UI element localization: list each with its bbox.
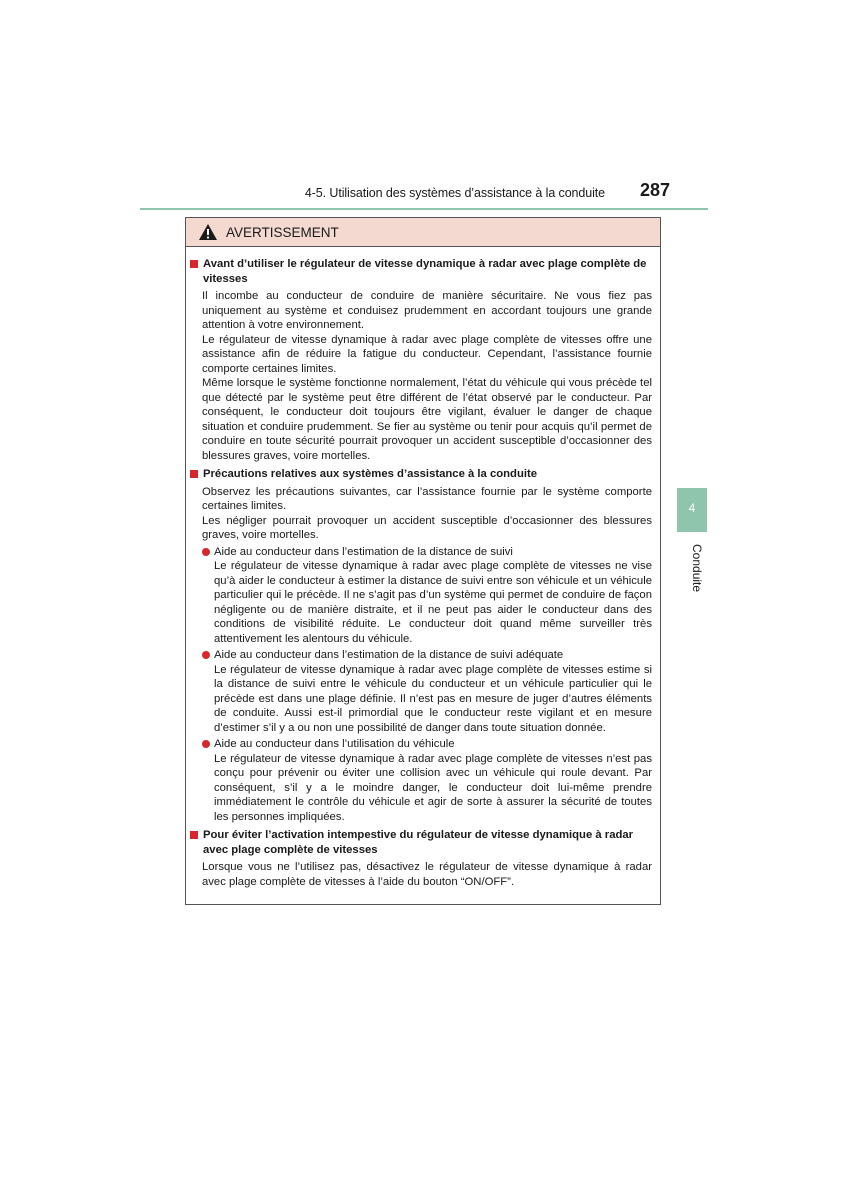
warning-section — [190, 467, 652, 824]
paragraph: Le régulateur de vitesse dynamique à radar avec plage complète de vitesses offre une assistance afin de réduire la fatigue du conducteur. Cependant, l’assistance fournie comporte certaines limites. — [202, 333, 652, 375]
bullet-title: Aide au conducteur dans l’estimation de la distance de suivi adéquate — [214, 649, 564, 661]
section-text — [190, 860, 652, 889]
page-number: 287 — [639, 180, 670, 200]
red-dot-bullet-icon — [202, 740, 210, 748]
paragraph: Lorsque vous ne l’utilisez pas, désactivez le régulateur de vitesse dynamique à radar avec plage complète de vitesses à l’aide du bouton “ON/OFF”. — [202, 861, 652, 888]
bullet-item — [190, 545, 652, 647]
paragraph: Les négliger pourrait provoquer un accident susceptible d’occasionner des blessures graves, voire mortelles. — [202, 514, 652, 541]
paragraph: Observez les précautions suivantes, car l’assistance fournie par le système comporte certaines limites. — [202, 485, 652, 512]
section-heading-text: Pour éviter l’activation intempestive du régulateur de vitesse dynamique à radar avec plage complète de vitesses — [203, 829, 634, 856]
paragraph: Il incombe au conducteur de conduire de manière sécuritaire. Ne vous fiez pas uniquement au système et conduisez prudemment en accordant toujours une grande attention à votre environnement. — [202, 290, 652, 331]
bullet-content — [214, 737, 652, 824]
chapter-label: Conduite — [690, 544, 704, 593]
bullet-item — [190, 648, 652, 735]
paragraph: Même lorsque le système fonctionne normalement, l’état du véhicule qui vous précède tel que détecté par le système peut être différent de l’état observé par le conducteur. Par conséquent, le conducteur doit toujours être vigilant, évaluer le danger de chaque situation et conduire prudemment. Se fier au système ou tenir pour acquis qu’il permet de conduire en toute sécurité pourrait provoquer un accident susceptible d’occasionner des blessures graves, voire mortelles. — [202, 377, 652, 462]
bullet-content — [214, 545, 652, 647]
warning-box — [185, 217, 661, 905]
warning-body — [186, 247, 660, 889]
section-text — [190, 485, 652, 543]
section-heading-text: Avant d’utiliser le régulateur de vitesse dynamique à radar avec plage complète de vitesses — [203, 258, 647, 285]
bullet-item — [190, 737, 652, 824]
red-dot-bullet-icon — [202, 548, 210, 556]
red-square-bullet-icon — [190, 470, 198, 478]
page-header — [140, 178, 708, 210]
bullet-text: Le régulateur de vitesse dynamique à radar avec plage complète de vitesses ne vise qu’à aider le conducteur à estimer la distance de suivi entre son véhicule et un véhicule particulier qui le précède. Il ne s’agit pas d’un système qui permet de conduire de façon négligente ou de manière distraite, et il ne peut pas aider le conducteur dans des conditions de visibilité réduite. Le conducteur doit quand même surveiller très attentivement les alentours du véhicule. — [214, 560, 652, 645]
bullet-content — [214, 648, 652, 735]
section-text — [190, 289, 652, 463]
warning-header — [186, 218, 660, 247]
bullet-text: Le régulateur de vitesse dynamique à radar avec plage complète de vitesses n’est pas conçu pour prévenir ou éviter une collision avec un véhicule qui roule devant. Par conséquent, s’il y a le moindre danger, le conducteur doit lui-même prendre immédiatement le contrôle du véhicule et agir de sorte à assurer la sécurité de toutes les personnes impliquées. — [214, 752, 652, 823]
warning-section — [190, 828, 652, 889]
warning-triangle-icon — [198, 223, 218, 241]
section-heading — [190, 257, 652, 286]
red-dot-bullet-icon — [202, 651, 210, 659]
red-square-bullet-icon — [190, 831, 198, 839]
bullet-title: Aide au conducteur dans l’estimation de la distance de suivi — [214, 545, 513, 558]
section-heading — [190, 828, 652, 857]
section-heading-text: Précautions relatives aux systèmes d’assistance à la conduite — [203, 468, 538, 480]
bullet-title: Aide au conducteur dans l’utilisation du véhicule — [214, 738, 455, 750]
section-heading — [190, 467, 652, 482]
warning-title: AVERTISSEMENT — [226, 224, 339, 240]
warning-section — [190, 257, 652, 463]
bullet-text: Le régulateur de vitesse dynamique à radar avec plage complète de vitesses estime si la distance de suivi entre le véhicule du conducteur et un véhicule particulier qui le précède est dans une plage définie. Il n’est pas en mesure de juger d’autres éléments de conduite. Aussi est-il primordial que le conducteur reste vigilant et en mesure d’estimer s’il y a ou non une possibilité de danger dans toute situation donnée. — [214, 663, 652, 734]
chapter-tab: 4 — [677, 488, 707, 532]
red-square-bullet-icon — [190, 260, 198, 268]
section-title: 4-5. Utilisation des systèmes d’assistance à la conduite — [304, 186, 605, 200]
